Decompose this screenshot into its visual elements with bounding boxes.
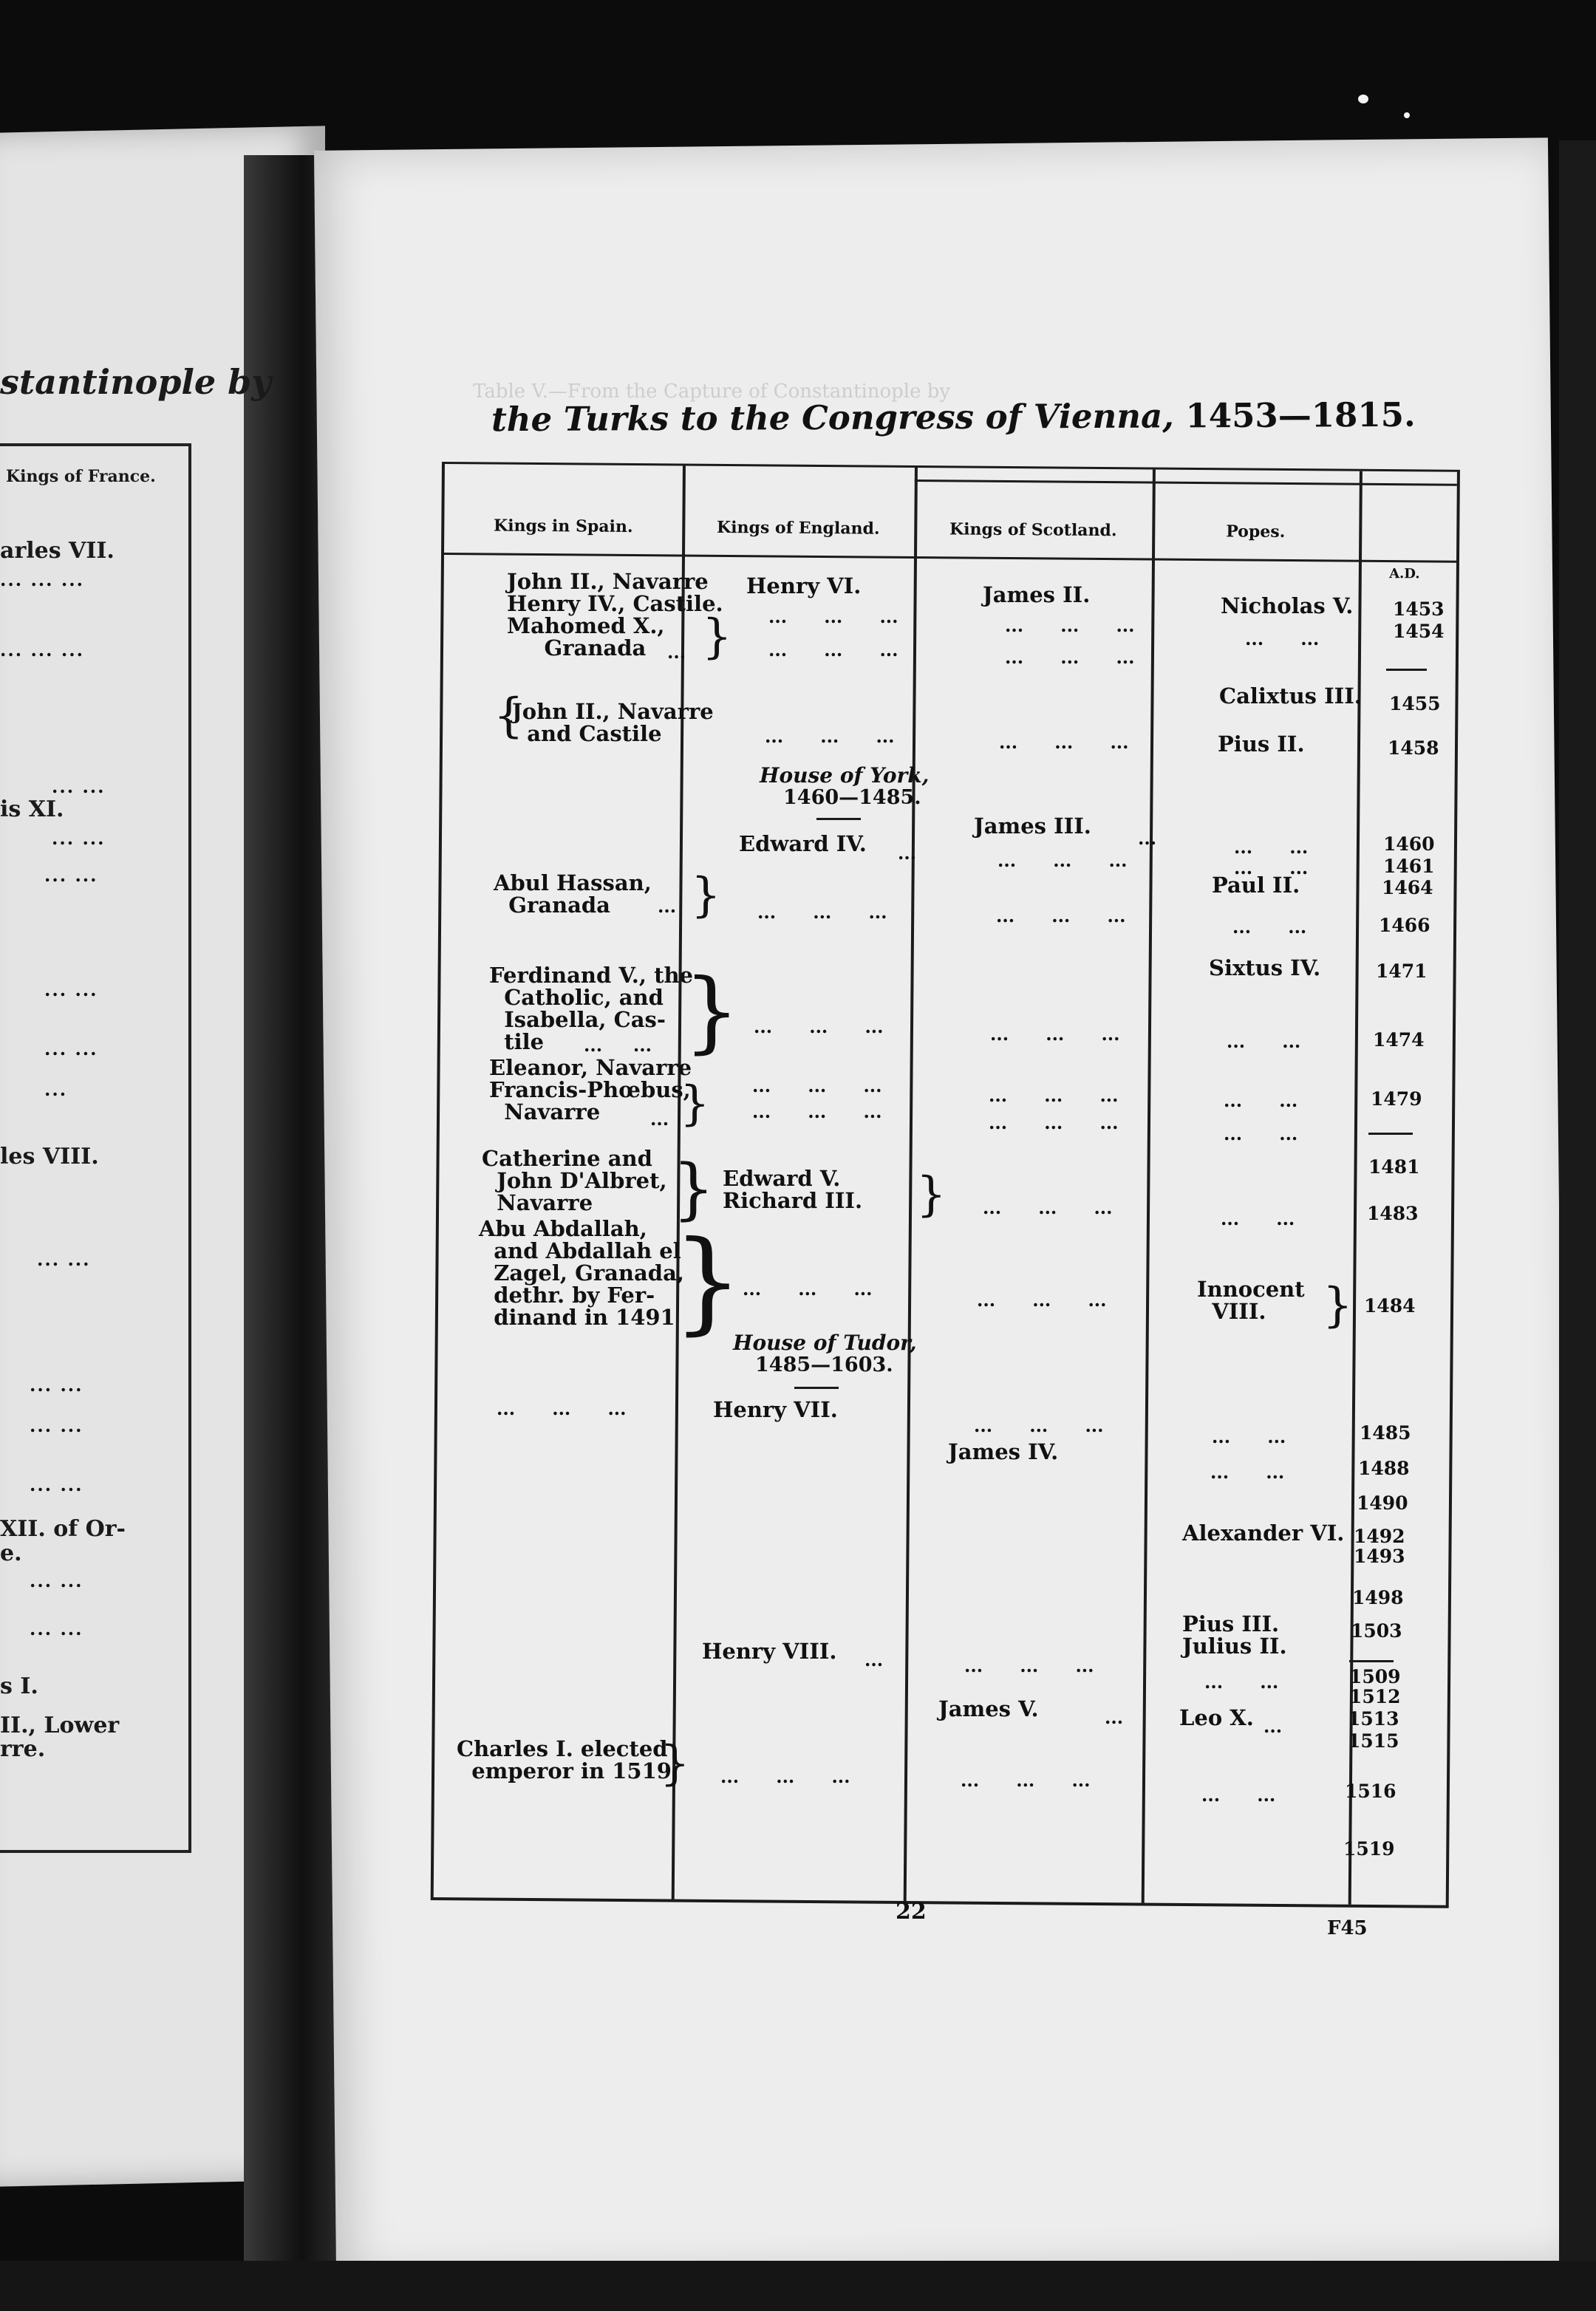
left-entry: rre. (0, 1736, 46, 1762)
left-ditto: ... ... (52, 827, 106, 849)
ditto-mark: ... ... (1221, 1208, 1295, 1229)
ditto-mark: ... ... (584, 1034, 652, 1056)
year: 1513 (1348, 1708, 1399, 1730)
year: 1461 (1383, 856, 1435, 877)
ditto-mark: ... ... ... (989, 1112, 1119, 1133)
ditto-mark: ... ... ... (1005, 646, 1135, 668)
house-of-tudor: House of Tudor, (733, 1331, 917, 1355)
rule (794, 1387, 839, 1389)
ditto-mark: ... ... ... (765, 726, 895, 747)
ditto-mark: ... ... (1224, 1123, 1298, 1144)
ditto-mark: ... ... ... (752, 1075, 882, 1096)
spain-entry: Charles I. elected emperor in 1519 (457, 1736, 672, 1783)
england-entry: Edward V. Richard III. (723, 1166, 863, 1213)
ditto-mark: ... (1264, 1716, 1283, 1737)
header-rule (444, 553, 1456, 563)
england-entry: Henry VII. (713, 1397, 838, 1422)
year: 1474 (1373, 1029, 1425, 1051)
year: 1484 (1364, 1295, 1416, 1317)
brace: } (672, 1150, 715, 1228)
pope-entry: Pius III. Julius II. (1182, 1611, 1287, 1659)
ditto-mark: ... ... ... (964, 1655, 1094, 1676)
england-entry: Henry VI. (746, 573, 862, 598)
year: 1479 (1371, 1088, 1422, 1110)
header-spain: Kings in Spain. (493, 516, 633, 537)
spain-entry: Catherine and John D'Albret, Navarre (482, 1146, 667, 1215)
pope-entry: Paul II. (1212, 873, 1300, 898)
rule (1349, 1660, 1394, 1662)
brace: { (494, 689, 524, 743)
year: 1490 (1357, 1492, 1408, 1514)
ditto-mark: ... ... ... (998, 850, 1128, 871)
ditto-mark: ... ... (1234, 836, 1309, 858)
year: 1492 (1354, 1526, 1405, 1547)
left-ditto: ... ... (30, 1618, 83, 1639)
left-ditto: ... ... (30, 1570, 83, 1591)
ditto-mark: ... ... ... (757, 901, 887, 923)
pope-entry: Alexander VI. (1182, 1520, 1345, 1546)
left-entry: arles VII. (0, 538, 115, 564)
ditto-mark: ... ... (1210, 1461, 1285, 1483)
header-popes: Popes. (1226, 522, 1286, 542)
ditto-mark: ... ... ... (990, 1023, 1120, 1045)
ditto-mark: ... ... ... (768, 606, 898, 627)
left-entry: is XI. (0, 796, 64, 822)
year: 1519 (1343, 1838, 1395, 1860)
ditto-mark: ... ... (1245, 628, 1320, 649)
left-ditto: ... ... ... (0, 639, 84, 660)
left-ditto: ... ... (30, 1415, 83, 1436)
ditto-mark: ... ... ... (999, 731, 1129, 753)
ditto-mark: ... (1138, 827, 1157, 849)
year: 1460 (1383, 833, 1435, 855)
scotland-entry: James IV. (948, 1439, 1059, 1464)
scotland-entry: James II. (983, 582, 1091, 607)
spain-entry: John II., Navarre and Castile (512, 699, 714, 746)
house-of-tudor-years: 1485—1603. (755, 1354, 893, 1376)
scan-bottom (0, 2261, 1596, 2311)
left-entry: e. (0, 1540, 22, 1566)
year: 1485 (1360, 1422, 1411, 1444)
spain-entry: John II., Navarre Henry IV., Castile. Mahomed X., Granada (507, 569, 723, 660)
header-rule (915, 479, 1457, 486)
year: 1455 (1389, 693, 1441, 714)
dust-speck (1358, 95, 1368, 103)
show-through-text: Table V.—From the Capture of Constantinople by (473, 380, 951, 403)
ditto-mark: ... ... ... (754, 1016, 884, 1037)
signature-mark: 22 (896, 1899, 927, 1925)
brace: } (691, 868, 721, 923)
england-entry: Edward IV. (739, 831, 867, 856)
year: 1481 (1368, 1156, 1420, 1178)
brace: } (1323, 1278, 1353, 1333)
year: 1471 (1376, 960, 1428, 982)
ditto-mark: ... ... ... (720, 1766, 850, 1787)
pope-entry: Sixtus IV. (1209, 955, 1321, 980)
ditto-mark: ... ... (1227, 1031, 1301, 1052)
year: 1453 (1393, 598, 1445, 620)
ditto-mark: ... (864, 1649, 884, 1670)
left-ditto: ... ... (44, 864, 98, 886)
house-of-york: House of York, (760, 763, 930, 788)
scotland-entry: James V. (938, 1696, 1039, 1721)
year: 1483 (1367, 1203, 1419, 1224)
ditto-mark: ... ... (1234, 857, 1309, 878)
year: 1464 (1382, 877, 1433, 898)
left-ditto: ... ... (30, 1474, 83, 1495)
england-entry: Henry VIII. (702, 1639, 837, 1664)
left-ditto: ... ... (44, 1038, 98, 1059)
ditto-mark: ... ... ... (752, 1101, 882, 1122)
pope-entry: Leo X. (1179, 1705, 1254, 1730)
left-ditto: ... ... (30, 1374, 83, 1396)
left-page-title: stantinople by (0, 362, 272, 402)
ditto-mark: ... (650, 1108, 669, 1130)
left-entry: XII. of Or- (0, 1516, 126, 1542)
ditto-mark: ... ... ... (996, 905, 1126, 926)
ditto-mark: ... ... ... (977, 1289, 1107, 1311)
spain-entry: Eleanor, Navarre Francis-Phœbus, Navarre (489, 1055, 692, 1124)
spain-entry: Abul Hassan, Granada (494, 870, 652, 918)
ditto-mark: ... ... (1212, 1426, 1286, 1447)
pope-entry: Calixtus III. (1219, 683, 1362, 709)
header-ad: A.D. (1389, 566, 1420, 582)
house-of-york-years: 1460—1485. (783, 786, 921, 809)
ditto-mark: ... ... ... (989, 1085, 1119, 1106)
rule (816, 818, 861, 820)
spain-entry: Ferdinand V., the Catholic, and Isabella, Cas- tile (489, 963, 694, 1054)
year: 1454 (1393, 621, 1445, 642)
brace: } (683, 960, 740, 1063)
year: 1512 (1349, 1686, 1401, 1707)
ditto-mark: ... (658, 895, 677, 917)
year: 1466 (1379, 915, 1430, 936)
page-title: the Turks to the Congress of Vienna, 1453—1815. (491, 395, 1416, 440)
left-entry: s I. (0, 1673, 38, 1699)
scan-edge (1559, 140, 1596, 2283)
left-ditto: ... ... (37, 1249, 91, 1270)
ditto-mark: ... (667, 641, 686, 663)
ditto-mark: ... ... ... (1005, 615, 1135, 636)
year: 1498 (1352, 1587, 1404, 1608)
left-ditto: ... (44, 1079, 68, 1100)
ditto-mark: ... ... (1224, 1090, 1298, 1111)
ditto-mark: ... ... ... (497, 1398, 627, 1419)
header-scotland: Kings of Scotland. (949, 519, 1117, 541)
brace: } (660, 1736, 690, 1791)
ditto-mark: ... (898, 842, 917, 864)
header-england: Kings of England. (716, 517, 880, 539)
column-rule (1142, 470, 1156, 1903)
year: 1493 (1354, 1546, 1405, 1567)
ditto-mark: ... ... ... (743, 1278, 873, 1300)
left-ditto: ... ... ... (0, 569, 84, 590)
ditto-mark: ... ... ... (983, 1197, 1113, 1218)
year: 1488 (1358, 1458, 1410, 1479)
left-ditto: ... ... (52, 776, 106, 797)
pope-entry: Innocent VIII. (1197, 1277, 1305, 1324)
left-entry: les VIII. (0, 1144, 99, 1170)
pope-entry: Nicholas V. (1221, 593, 1354, 618)
year: 1503 (1351, 1620, 1402, 1642)
ditto-mark: ... ... ... (974, 1415, 1104, 1436)
ditto-mark: ... (1105, 1707, 1124, 1728)
brace: } (702, 610, 732, 664)
rule (1368, 1133, 1413, 1135)
ditto-mark: ... ... (1204, 1671, 1279, 1693)
year: 1515 (1348, 1730, 1399, 1752)
year: 1516 (1345, 1781, 1396, 1802)
brace: } (672, 1218, 743, 1346)
left-col-head: Kings of France. (6, 467, 156, 486)
ditto-mark: ... ... (1201, 1784, 1276, 1806)
pope-entry: Pius II. (1218, 731, 1305, 757)
brace: } (916, 1167, 947, 1222)
left-ditto: ... ... (44, 979, 98, 1000)
rule (1386, 669, 1427, 671)
ditto-mark: ... ... ... (961, 1769, 1091, 1791)
scotland-entry: James III. (974, 813, 1091, 839)
spain-entry: Abu Abdallah, and Abdallah el Zagel, Granada, dethr. by Fer- dinand in 1491 (479, 1216, 684, 1330)
year: 1458 (1388, 737, 1439, 759)
ditto-mark: ... ... (1232, 916, 1307, 938)
ditto-mark: ... ... ... (768, 639, 898, 660)
folio-number: F45 (1327, 1917, 1368, 1939)
left-entry: II., Lower (0, 1713, 120, 1738)
dust-speck (1404, 112, 1410, 118)
brace: } (680, 1076, 710, 1131)
year: 1509 (1349, 1666, 1401, 1687)
